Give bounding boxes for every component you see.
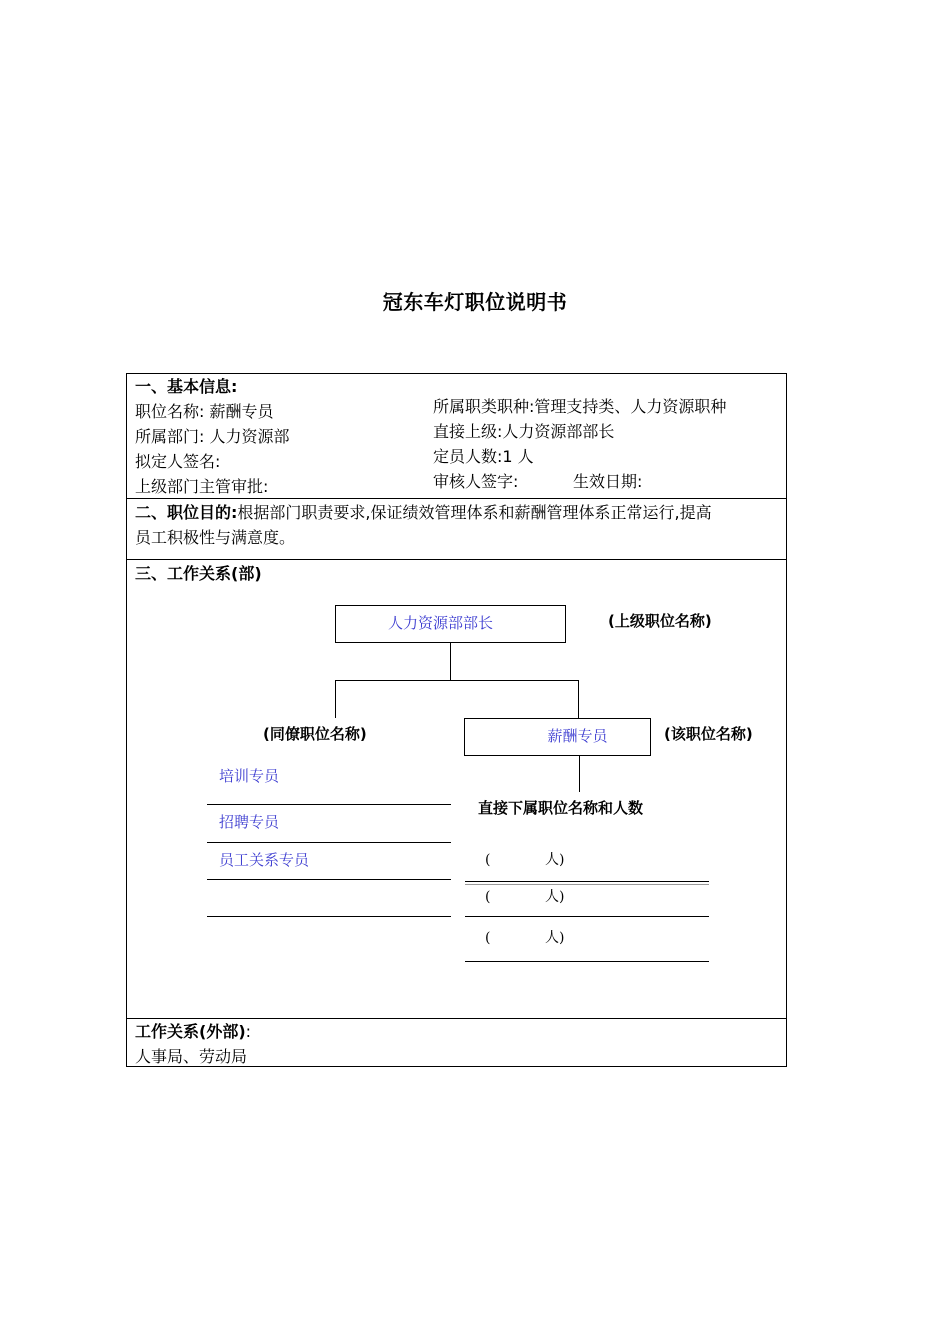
subordinate-close-2: 人) [545,889,565,905]
department-field: 所属部门: 人力资源部 [135,427,290,446]
peer-underline [207,916,451,917]
peer-underline [207,804,451,805]
subordinate-open-3: ( [485,930,491,946]
subordinates-heading: 直接下属职位名称和人数 [478,799,644,817]
connector-line [335,680,336,718]
subordinate-underline [465,961,709,962]
peer-note: (同僚职位名称) [263,725,367,743]
external-relations-heading [135,1022,251,1042]
reviewer-signature-field: 审核人签字: [433,472,519,491]
document-title: 冠东车灯职位说明书 [382,290,568,314]
peer-position-1: 培训专员 [219,767,280,785]
internal-relations-heading: 三、工作关系(部) [135,564,262,583]
subordinate-close-1: 人) [545,852,565,868]
row-divider [126,498,787,499]
drafter-signature-field: 拟定人签名: [135,452,221,471]
connector-line [578,680,579,718]
subordinate-underline [465,916,709,917]
basic-info-heading: 一、基本信息: [135,377,238,396]
connector-line [579,756,580,792]
peer-underline [207,842,451,843]
subordinate-open-2: ( [485,889,491,905]
current-position-label: 薪酬专员 [547,727,608,745]
effective-date-field: 生效日期: [573,472,643,491]
external-relations-colon: : [245,1022,252,1041]
external-relations-text: 人事局、劳动局 [135,1047,248,1066]
peer-position-2: 招聘专员 [219,813,280,831]
position-purpose-heading: 二、职位目的: [135,503,238,522]
position-purpose-text-cont: 员工积极性与满意度。 [135,528,296,547]
subordinate-underline [465,881,709,882]
job-category-field: 所属职类职种:管理支持类、人力资源职种 [433,397,727,416]
position-name-field: 职位名称: 薪酬专员 [135,402,274,421]
connector-line [335,680,579,681]
row-divider [126,1018,787,1019]
superior-note: (上级职位名称) [608,612,712,630]
peer-underline [207,879,451,880]
position-purpose [135,503,712,523]
supervisor-approval-field: 上级部门主管审批: [135,477,269,496]
superior-position-label: 人力资源部部长 [387,614,493,632]
headcount-field: 定员人数:1 人 [433,447,534,466]
current-position-note: (该职位名称) [664,725,753,743]
position-purpose-text: 根据部门职责要求,保证绩效管理体系和薪酬管理体系正常运行,提高 [237,503,712,522]
subordinate-open-1: ( [485,852,491,868]
connector-line [450,643,451,681]
external-relations-title: 工作关系(外部) [135,1022,246,1041]
direct-superior-field: 直接上级:人力资源部部长 [433,422,615,441]
subordinate-underline [465,884,709,885]
row-divider [126,559,787,560]
subordinate-close-3: 人) [545,930,565,946]
peer-position-3: 员工关系专员 [219,851,310,869]
superior-position-box [335,605,566,643]
current-position-box [464,718,651,756]
